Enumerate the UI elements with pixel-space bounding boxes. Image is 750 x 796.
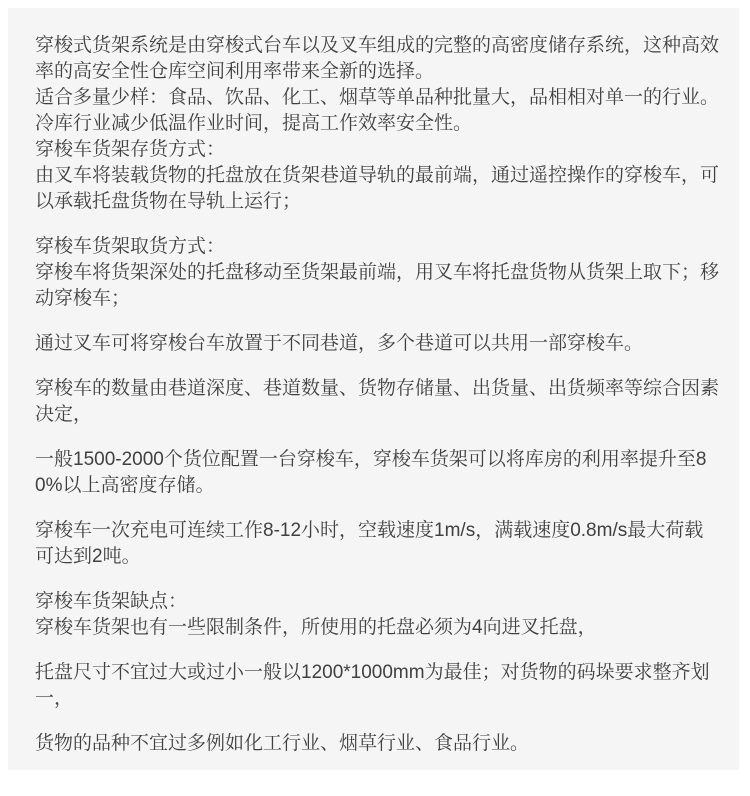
paragraph-goods-variety-limit: 货物的品种不宜过多例如化工行业、烟草行业、食品行业。 xyxy=(35,733,530,754)
content-panel xyxy=(8,8,739,770)
paragraph-battery-speed-load: 穿梭车一次充电可连续工作8-12小时，空载速度1m/s，满载速度0.8m/s最大荷载可达到2吨。 xyxy=(35,520,704,567)
paragraph-retrieval-method: 穿梭车货架取货方式： 穿梭车将货架深处的托盘移动至货架最前端，用叉车将托盘货物从货架上取下；移动穿梭车； xyxy=(35,236,720,309)
article-text xyxy=(35,33,719,757)
paragraph-multi-aisle-sharing: 通过叉车可将穿梭台车放置于不同巷道，多个巷道可以共用一部穿梭车。 xyxy=(35,333,644,354)
paragraph-slot-ratio-utilization: 一般1500-2000个货位配置一台穿梭车，穿梭车货架可以将库房的利用率提升至80%以上高密度存储。 xyxy=(35,449,707,496)
paragraph-intro-and-storage-method: 穿梭式货架系统是由穿梭式台车以及叉车组成的完整的高密度储存系统，这种高效率的高安全性仓库空间利用率带来全新的选择。 适合多量少样：食品、饮品、化工、烟草等单品种批量大，品相相对单一的行业。 冷库行业减少低温作业时间，提高工作效率安全性。 穿梭车货架存货方式： 由叉车将装载货物的托盘放在货架巷道导轨的最前端，通过遥控操作的穿梭车，可以承载托盘货物在导轨上运行； xyxy=(35,35,720,212)
paragraph-drawbacks: 穿梭车货架缺点： 穿梭车货架也有一些限制条件，所使用的托盘必须为4向进叉托盘， xyxy=(35,591,597,638)
paragraph-shuttle-quantity-factors: 穿梭车的数量由巷道深度、巷道数量、货物存储量、出货量、出货频率等综合因素决定， xyxy=(35,378,720,425)
paragraph-pallet-size-requirement: 托盘尺寸不宜过大或过小一般以1200*1000mm为最佳；对货物的码垛要求整齐划一， xyxy=(35,662,710,709)
